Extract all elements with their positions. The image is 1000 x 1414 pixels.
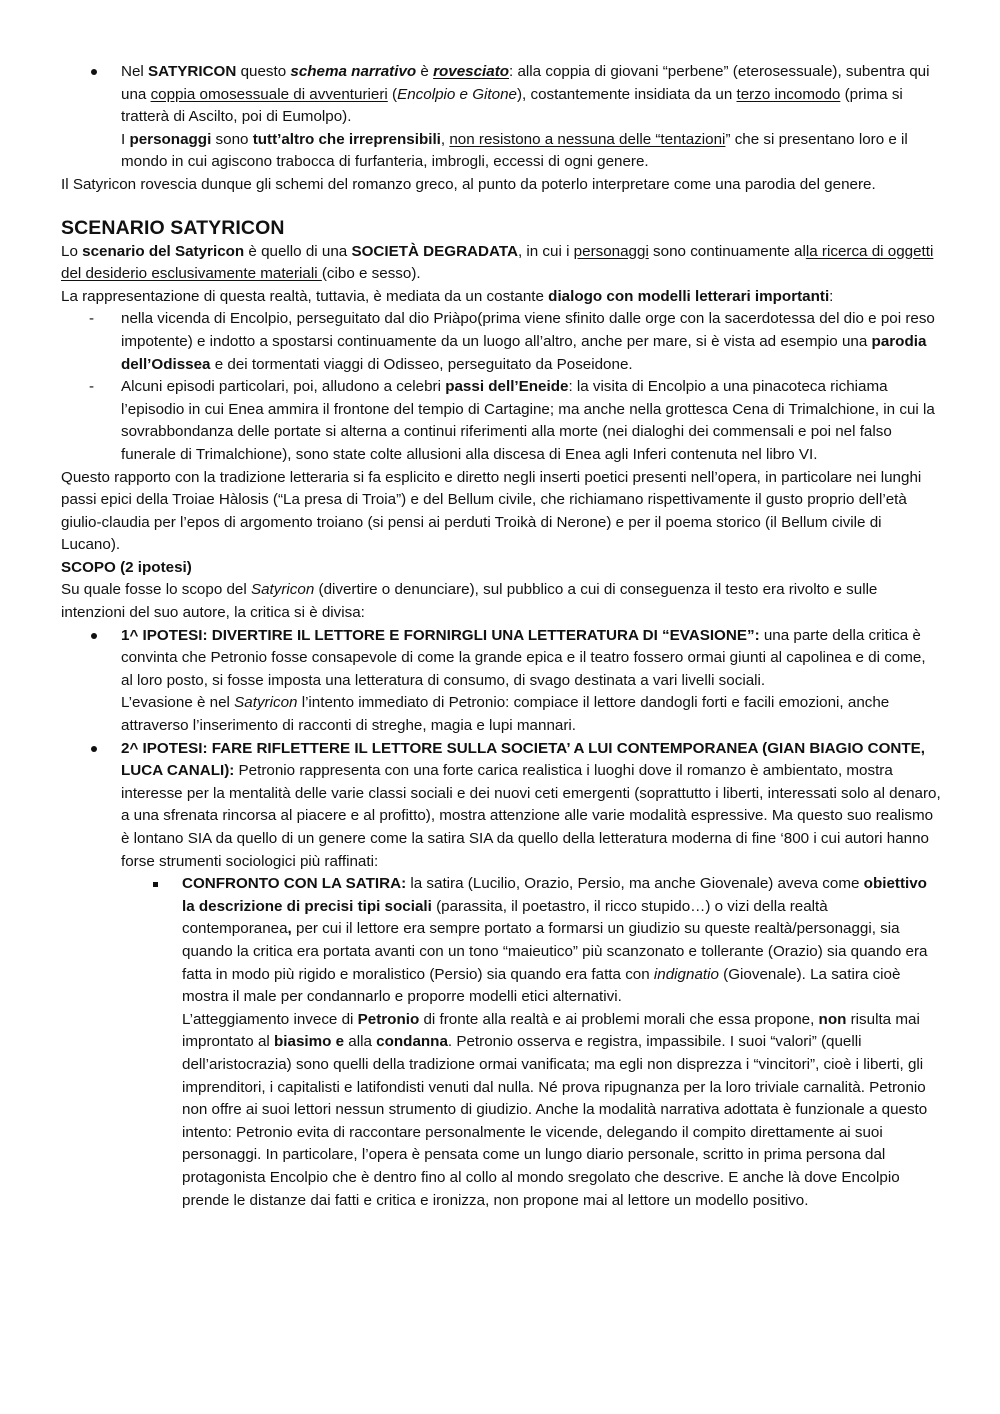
bold-text: obiettivo la descrizione di precisi tipi sociali <box>182 875 927 915</box>
text: sono <box>211 130 253 148</box>
bullet-icon <box>91 746 97 752</box>
bold-text: non <box>818 1010 847 1028</box>
text: nella vicenda di Encolpio, perseguitato dal dio Priàpo(prima viene sfinito dalle orge con la sacerdotessa del dio e poi reso impotente) e indotto a spostarsi continuamente da un luogo all’altro, anche per mare, si è vista ad esempio una <box>121 310 935 350</box>
square-item-satira <box>61 873 941 1212</box>
text: : la visita di Encolpio a una pinacoteca richiama l’episodio in cui Enea ammira il frontone del tempio di Cartagine; ma anche nella grottesca Cena di Trimalchione, in cui la sovrabbondanza delle portate si alterna a continui riferimenti alla morte (nei dialoghi dei commensali e poi nel falso funerale di Trimalchione), sono state colte allusioni alla discesa di Enea agli Inferi contenuta nel libro VI. <box>121 378 935 463</box>
text: : alla coppia di giovani “perbene” (eterosessuale), subentra qui una <box>121 63 930 103</box>
text: una parte della critica è convinta che Petronio fosse consapevole di come la grande epica e il teatro fossero ormai giunti al capolinea e di come, al loro posto, si fosse imposta una letteratura di consumo, di svago destinata a vari livelli sociali. <box>121 626 926 689</box>
bold-text: biasimo e <box>274 1033 345 1051</box>
text: , <box>440 130 450 148</box>
bold-text: dialogo con modelli letterari importanti <box>548 287 830 305</box>
text: ” che si presentano loro e il mondo in cui agiscono trabocca di furfanteria, imbrogli, eccessi di ogni genere. <box>121 130 908 171</box>
bullet-icon <box>91 633 97 639</box>
text: è quello di una <box>244 242 352 260</box>
text: (cibo e sesso). <box>321 265 421 283</box>
dash-item-eneide <box>61 376 941 466</box>
text: alla <box>344 1033 377 1051</box>
text: (divertire o denunciare), sul pubblico a cui di conseguenza il testo era rivolto e sulle intenzioni del suo autore, la critica si è divisa: <box>61 581 878 622</box>
text: L’evasione è nel <box>121 694 235 712</box>
italic-text: indignatio <box>653 965 719 983</box>
text: questo <box>236 63 291 80</box>
paragraph <box>61 286 941 309</box>
text: risulta mai improntato al <box>182 1010 920 1051</box>
paragraph <box>182 873 941 1009</box>
text: , in cui i <box>517 242 574 260</box>
text: ( <box>387 85 398 103</box>
text: L’atteggiamento invece di <box>182 1010 358 1028</box>
text: Petronio rappresenta con una forte carica realistica i luoghi dove il romanzo è ambientato, mostra interesse per la mentalità delle varie classi sociali e dei nuovi ceti emergenti (soprattutto i liberti, interessati solo al denaro, a una sfrenata rincorsa al piacere e al profitto), mostra attenzione alle varie modalità espressive. Ma questo suo realismo è lontano SIA da quello di un genere come la satira SIA da quello della letteratura moderna di fine ‘800 i cui autori hanno forse strumenti sociologici più raffinati: <box>121 762 941 870</box>
underlined-text: non resistono a nessuna delle “tentazioni <box>449 130 726 148</box>
paragraph <box>121 692 941 737</box>
text: la satira (Lucilio, Orazio, Persio, ma anche Giovenale) aveva come <box>406 875 864 893</box>
italic-text: Satyricon <box>250 581 315 599</box>
dash-item-odissea <box>61 308 941 376</box>
paragraph: Questo rapporto con la tradizione letteraria si fa esplicito e diretto negli inserti poetici presenti nell’opera, in particolare nei lunghi passi epici della Troiae Hàlosis (“La presa di Troia”) e del Bellum civile, che richiamano rispettivamente il gusto proprio dell’età giulio-claudia per l’epos di argomento troiano (si pensi ai perduti Troikà di Nerone) e per il poema storico (il Bellum civile di Lucano). <box>61 468 922 554</box>
underlined-bold-italic-text: rovesciato <box>433 63 510 80</box>
text: ), costantemente insidiata da un <box>516 85 737 103</box>
text: e dei tormentati viaggi di Odisseo, perseguitato da Poseidone. <box>210 355 633 373</box>
paragraph <box>61 579 941 624</box>
text: è <box>416 63 434 80</box>
underlined-text: coppia omosessuale di avventurieri <box>150 85 388 103</box>
paragraph <box>121 308 941 376</box>
text: I <box>121 130 130 148</box>
text: (prima si tratterà di Ascilto, poi di Eumolpo). <box>121 85 903 126</box>
text: : <box>829 287 834 305</box>
bold-italic-text: schema narrativo <box>290 63 417 80</box>
heading-scenario: SCENARIO SATYRICON <box>61 216 285 239</box>
bold-text: , <box>287 920 292 938</box>
paragraph <box>121 61 941 129</box>
paragraph <box>121 129 941 174</box>
bullet-item-ipotesi-1 <box>61 625 941 738</box>
bold-text: tutt’altro che irreprensibili <box>252 130 441 148</box>
bold-text: condanna <box>376 1033 448 1051</box>
paragraph <box>121 376 941 466</box>
text: (parassita, il poetastro, il ricco stupido…) o vizi della realtà contemporanea <box>182 897 828 938</box>
bold-text: passi dell’Eneide <box>445 378 569 396</box>
underlined-text: terzo incomodo <box>736 85 841 103</box>
dash-bullet: - <box>89 310 95 328</box>
bold-text: Petronio <box>357 1010 420 1028</box>
bold-text: SATYRICON <box>148 63 237 80</box>
dash-bullet: - <box>89 378 95 396</box>
text: Nel <box>121 63 149 80</box>
bold-text: SOCIETÀ DEGRADATA <box>351 242 518 260</box>
paragraph <box>121 625 941 693</box>
bullet-icon <box>91 69 97 75</box>
italic-text: Satyricon <box>234 694 298 712</box>
bold-text: 1^ IPOTESI: DIVERTIRE IL LETTORE E FORNIRGLI UNA LETTERATURA DI “EVASIONE”: <box>121 626 760 644</box>
text: Alcuni episodi particolari, poi, alludono a celebri <box>121 378 446 396</box>
underlined-text: la ricerca di oggetti del desiderio esclusivamente materiali <box>61 242 934 283</box>
text: (Giovenale). La satira cioè mostra il male per condannarlo e proporre modelli etici alternativi. <box>182 965 901 1006</box>
text: sono continuamente al <box>648 242 806 260</box>
text: . Petronio osserva e registra, impassibile. I suoi “valori” (quelli dell’aristocrazia) sono quelli della tradizione ormai vanificata; ma egli non disprezza i “vincitori”, cioè i liberti, gli imprenditori, i capitalisti e latifondisti venuti dal nulla. Né prova ripugnanza per la loro triviale carnalità. Petronio non offre ai suoi lettori nessun strumento di giudizio. Anche la modalità narrativa adottata è funzionale a questo intento: Petronio evita di raccontare personalmente le vicende, delegando il compito direttamente ai suoi personaggi. In particolare, l’opera è pensata come un lungo diario personale, scritto in prima persona dal protagonista Encolpio che è dentro fino al collo al mondo sregolato che descrive. E anche là dove Encolpio prende le distanze dai fatti e critica e ironizza, non propone mai al lettore un modello positivo. <box>182 1033 928 1209</box>
underlined-text: personaggi <box>573 242 649 260</box>
bold-text: parodia dell’Odissea <box>121 332 927 373</box>
bold-text: SCOPO (2 ipotesi) <box>61 558 192 576</box>
bullet-item-schema <box>61 61 941 174</box>
bold-text: personaggi <box>129 130 212 148</box>
text: La rappresentazione di questa realtà, tuttavia, è mediata da un costante <box>61 287 549 305</box>
bold-text: scenario del Satyricon <box>82 242 245 260</box>
bold-text: 2^ IPOTESI: FARE RIFLETTERE IL LETTORE SULLA SOCIETA’ A LUI CONTEMPORANEA (GIAN BIAGIO CONTE, LUCA CANALI): <box>121 739 925 780</box>
document-page <box>61 61 941 1212</box>
paragraph <box>182 1009 941 1212</box>
heading-scopo <box>61 557 941 580</box>
text: di fronte alla realtà e ai problemi morali che essa propone, <box>419 1010 819 1028</box>
paragraph <box>61 241 941 286</box>
text: Su quale fosse lo scopo del <box>61 581 251 599</box>
text: Lo <box>61 242 83 260</box>
square-bullet-icon <box>153 882 158 887</box>
bullet-item-ipotesi-2 <box>61 738 941 874</box>
paragraph <box>121 738 941 874</box>
italic-text: Encolpio e Gitone <box>397 85 517 103</box>
conclusion-paragraph: Il Satyricon rovescia dunque gli schemi del romanzo greco, al punto da poterlo interpretare come una parodia del genere. <box>61 175 876 193</box>
text: l’intento immediato di Petronio: compiace il lettore dandogli forti e facili emozioni, anche attraverso l’inserimento di racconti di streghe, magia e lupi mannari. <box>121 694 890 735</box>
bold-text: CONFRONTO CON LA SATIRA: <box>182 875 407 893</box>
text: per cui il lettore era sempre portato a formarsi un giudizio su queste realtà/personaggi, sia quando la critica era portata avanti con un tono “maieutico” più scanzonato e tollerante (Orazio) sia quando era fatta in modo più rigido e moralistico (Persio) sia quando era fatta con <box>182 920 928 983</box>
